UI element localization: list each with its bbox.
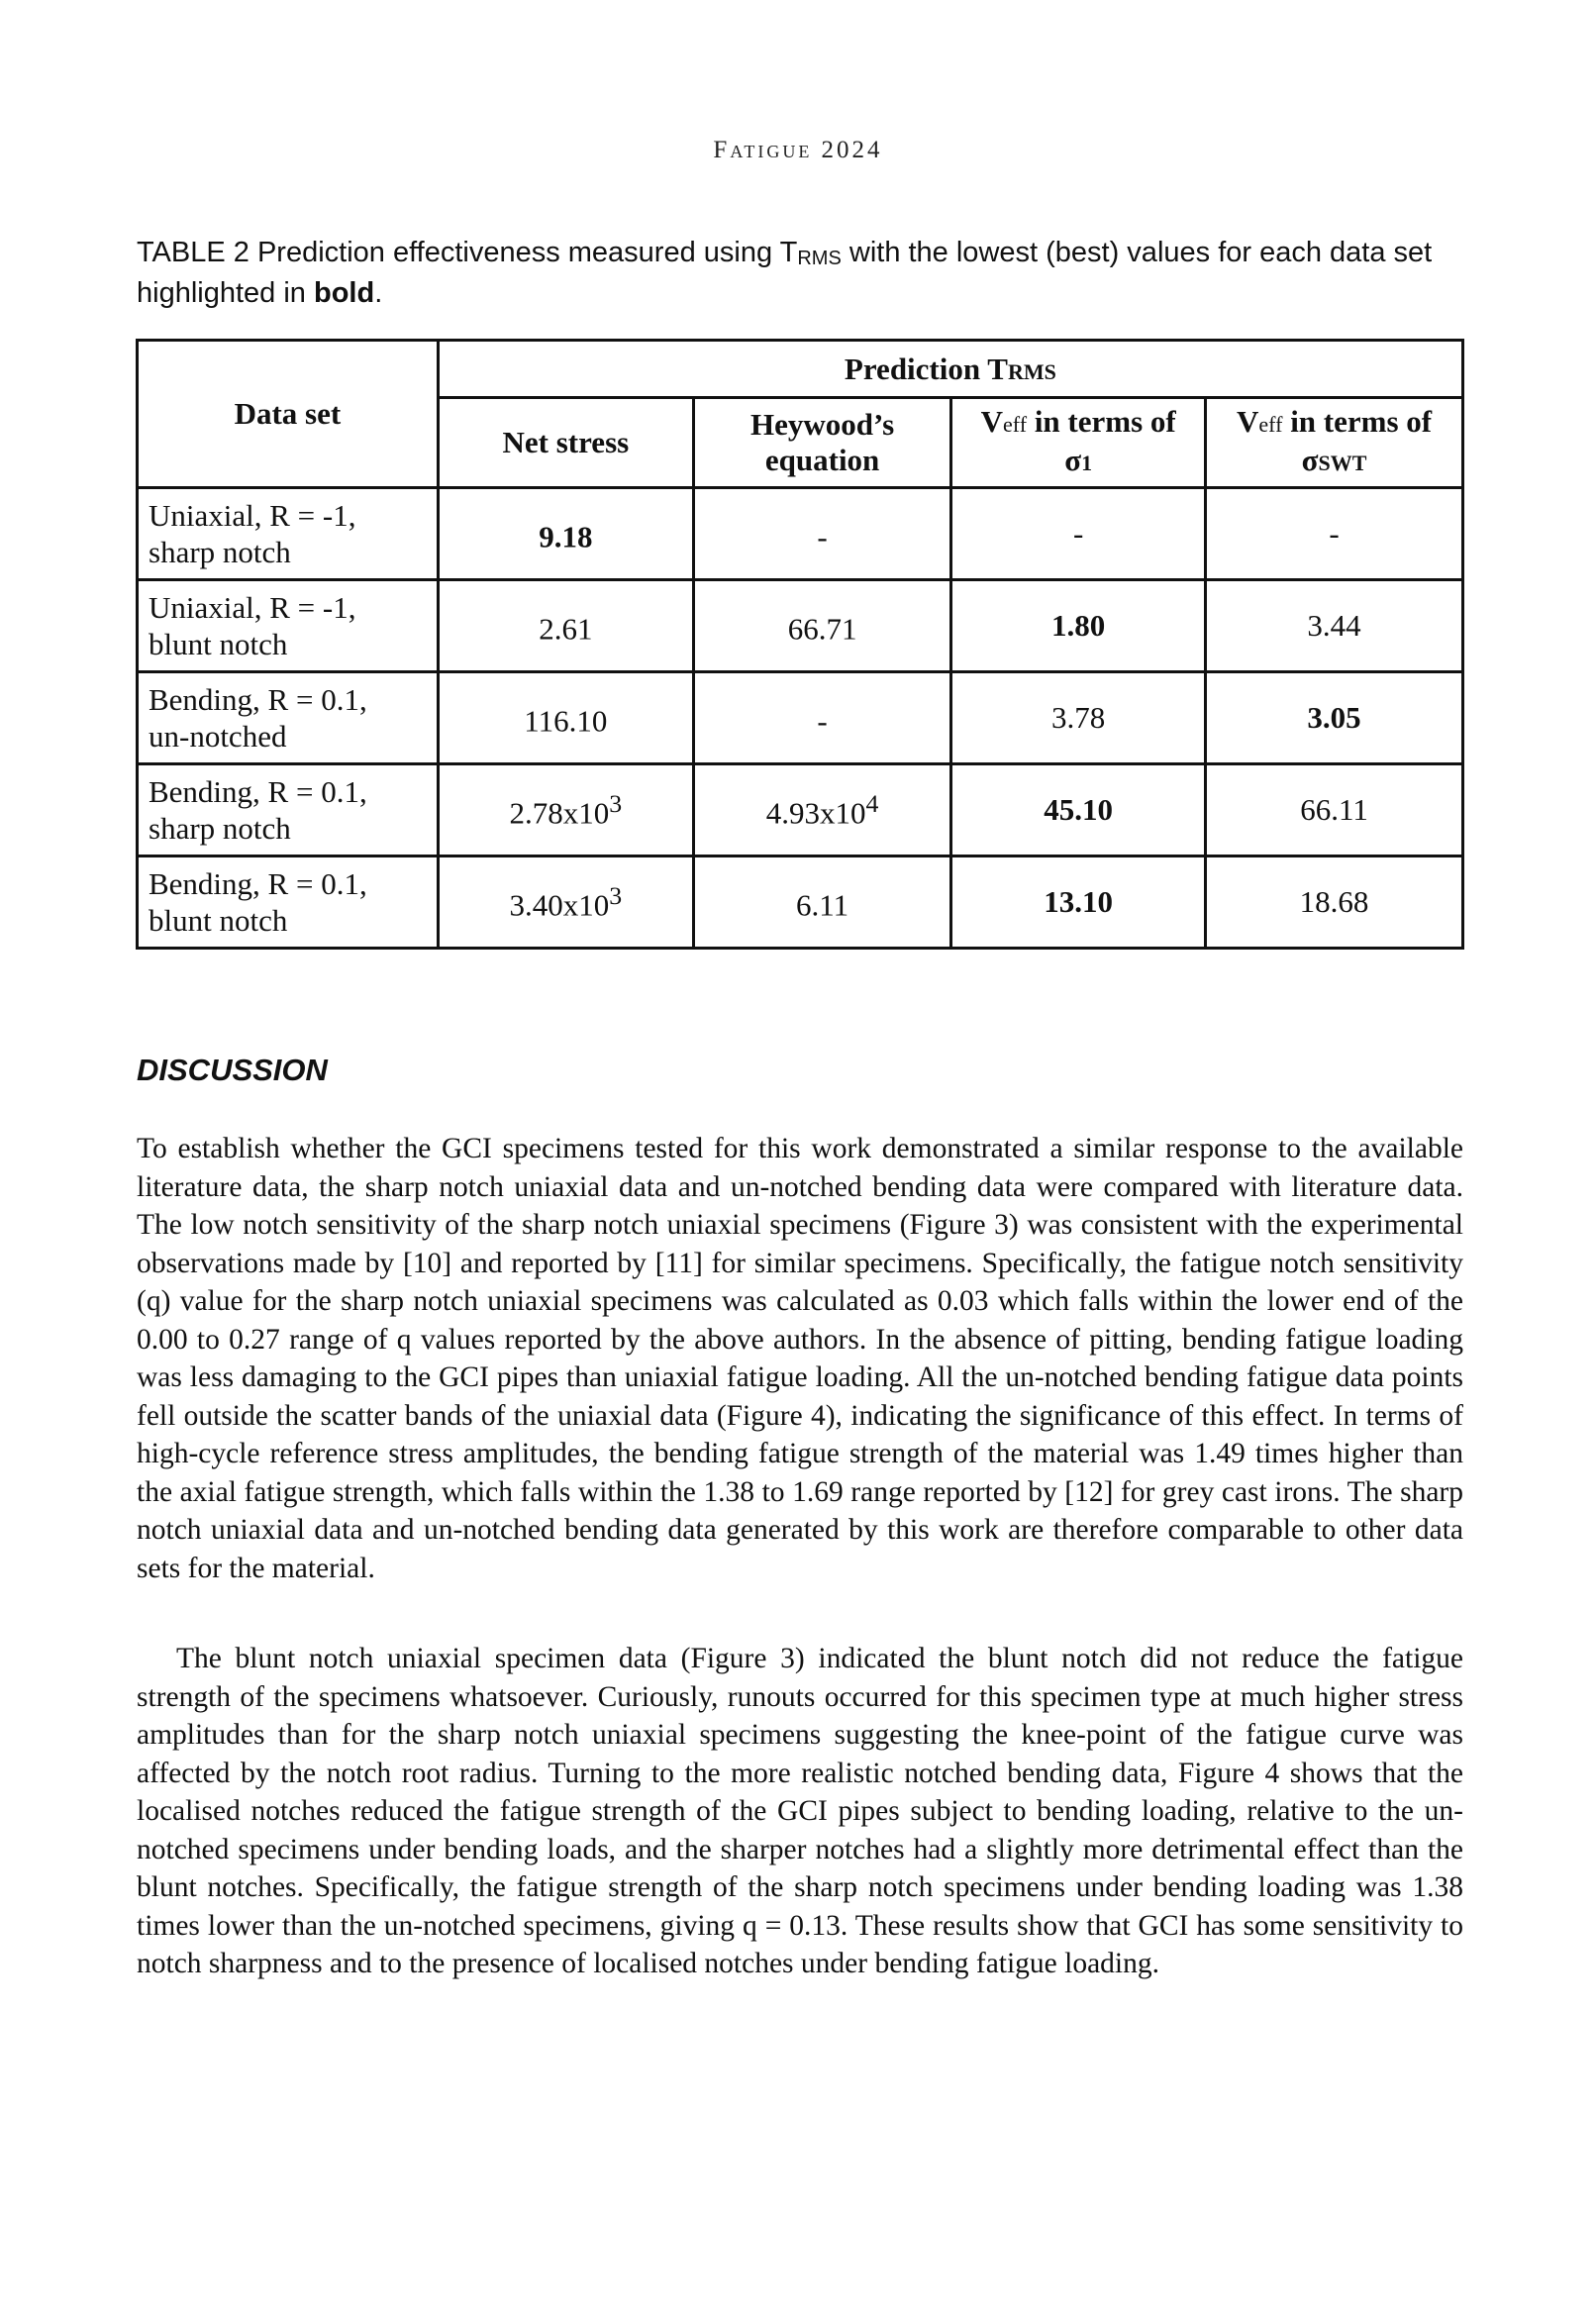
table-row [138, 856, 1463, 949]
dataset-label: Uniaxial, R = -1, blunt notch [138, 580, 439, 672]
dataset-header: Data set [138, 341, 439, 488]
dataset-label: Bending, R = 0.1, un-notched [138, 672, 439, 764]
veff-swt-header: Veff in terms of σSWT [1206, 398, 1463, 488]
veff-swt-cell: - [1206, 488, 1463, 580]
veff-sigma1-cell: 1.80 [951, 580, 1206, 672]
caption-prefix: TABLE 2 Prediction effectiveness measured using T [137, 237, 798, 268]
net-stress-header: Net stress [438, 398, 693, 488]
net-stress-cell: 116.10 [438, 672, 693, 764]
heywood-cell: - [693, 672, 950, 764]
table-row [138, 488, 1463, 580]
results-table [136, 339, 1464, 950]
caption-end: . [374, 277, 383, 309]
net-stress-cell: 9.18 [438, 488, 693, 580]
table-row [138, 672, 1463, 764]
dataset-label: Bending, R = 0.1, sharp notch [138, 764, 439, 856]
veff-sigma1-cell: 3.78 [951, 672, 1206, 764]
running-head: Fatigue 2024 [713, 137, 883, 163]
caption-bold-word: bold [313, 277, 375, 309]
dataset-label: Bending, R = 0.1, blunt notch [138, 856, 439, 949]
veff-swt-cell: 66.11 [1206, 764, 1463, 856]
discussion-paragraph-1: To establish whether the GCI specimens tested for this work demonstrated a similar response to the available literature data, the sharp notch uniaxial data and un-notched bending data were compared with literature data. The low notch sensitivity of the sharp notch uniaxial specimens (Figure 3) was consistent with the experimental observations made by [10] and reported by [11] for similar specimens. Specifically, the fatigue notch sensitivity (q) value for the sharp notch uniaxial specimens was calculated as 0.03 which falls within the lower end of the 0.00 to 0.27 range of q values reported by the above authors. In the absence of pitting, bending fatigue loading was less damaging to the GCI pipes than uniaxial fatigue loading. All the un-notched bending fatigue data points fell outside the scatter bands of the uniaxial data (Figure 4), indicating the significance of this effect. In terms of high-cycle reference stress amplitudes, the bending fatigue strength of the material was 1.49 times higher than the axial fatigue strength, which falls within the 1.38 to 1.69 range reported by [12] for grey cast irons. The sharp notch uniaxial data and un-notched bending data generated by this work are therefore comparable to other data sets for the material. [137, 1133, 1463, 1584]
net-stress-cell: $3.40x10^3$ [438, 856, 693, 949]
heywood-cell: 66.71 [693, 580, 950, 672]
net-stress-cell: $2.78x10^3$ [438, 764, 693, 856]
veff-sigma1-cell: 45.10 [951, 764, 1206, 856]
table-caption [137, 236, 1463, 311]
heywood-cell: 6.11 [693, 856, 950, 949]
heywood-cell: - [693, 488, 950, 580]
table-header-row-1 [138, 341, 1463, 398]
discussion-paragraph-2: The blunt notch uniaxial specimen data (Figure 3) indicated the blunt notch did not reduce the fatigue strength of the specimens whatsoever. Curiously, runouts occurred for this specimen type at much higher stress amplitudes than for the sharp notch uniaxial specimens suggesting the knee-point of the fatigue curve was affected by the notch root radius. Turning to the more realistic notched bending data, Figure 4 shows that the localised notches reduced the fatigue strength of the GCI pipes subject to bending loading, relative to the un-notched specimens under bending loads, and the sharper notches had a slightly more detrimental effect than the blunt notches. Specifically, the fatigue strength of the sharp notch specimens under bending loading was 1.38 times lower than the un-notched specimens, giving q = 0.13. These results show that GCI has some sensitivity to notch sharpness and to the presence of localised notches under bending fatigue loading. [137, 1643, 1463, 1979]
veff-swt-cell: 3.05 [1206, 672, 1463, 764]
caption-middle: with the lowest (best) values for each data set highlighted in [137, 237, 1433, 309]
caption-sub: RMS [797, 248, 842, 269]
section-title-discussion: DISCUSSION [137, 1053, 328, 1087]
veff-swt-cell: 18.68 [1206, 856, 1463, 949]
net-stress-cell: 2.61 [438, 580, 693, 672]
veff-sigma1-header: Veff in terms of σ1 [951, 398, 1206, 488]
veff-sigma1-cell: - [951, 488, 1206, 580]
veff-swt-cell: 3.44 [1206, 580, 1463, 672]
table-row [138, 580, 1463, 672]
heywood-cell: $4.93x10^4$ [693, 764, 950, 856]
table-row [138, 764, 1463, 856]
veff-sigma1-cell: 13.10 [951, 856, 1206, 949]
dataset-label: Uniaxial, R = -1, sharp notch [138, 488, 439, 580]
heywood-header: Heywood’s equation [693, 398, 950, 488]
prediction-trms-header: Prediction TRMS [438, 341, 1462, 398]
